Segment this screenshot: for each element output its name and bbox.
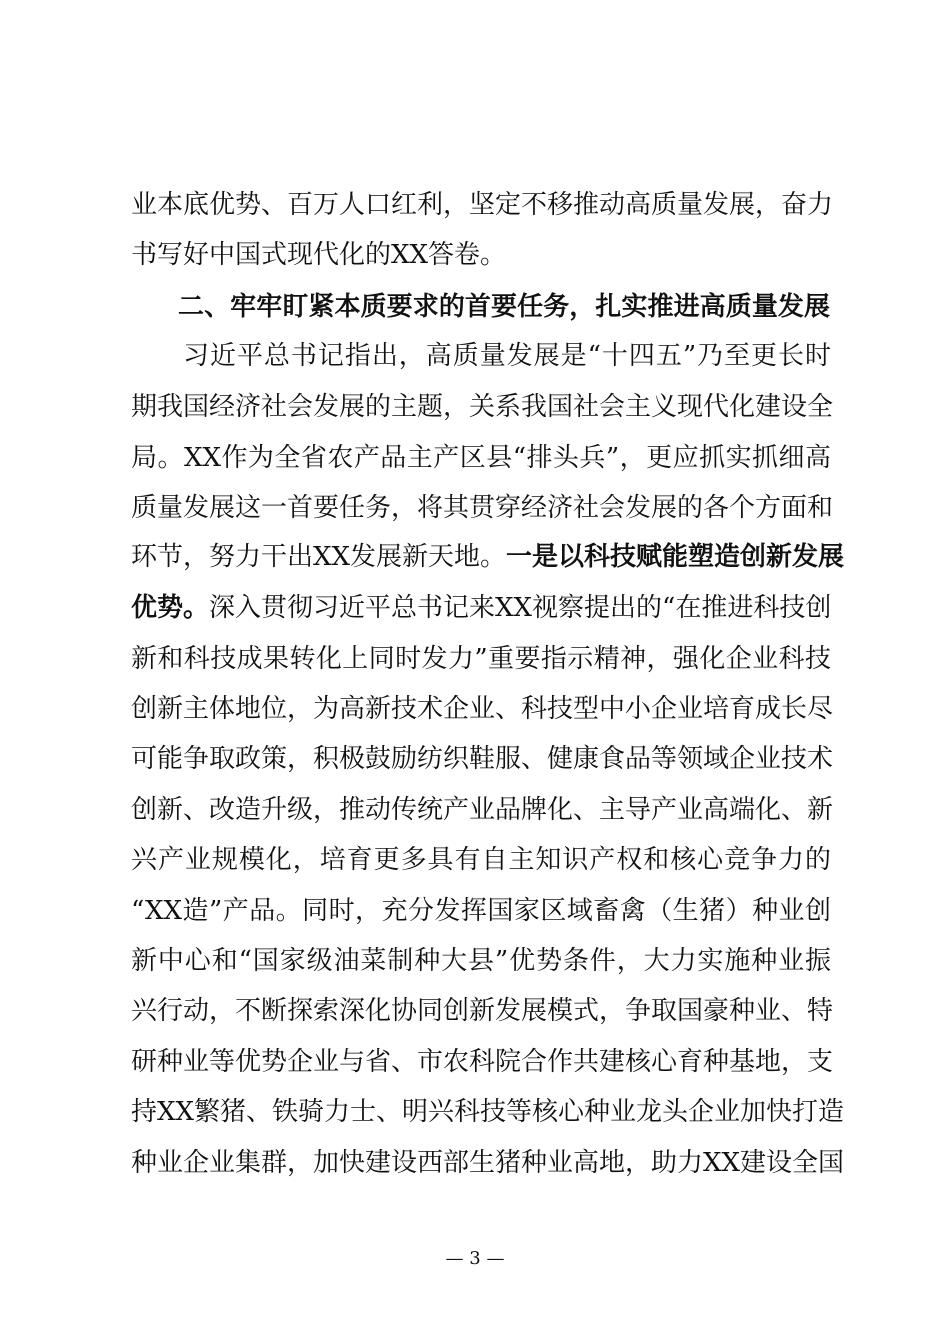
carry-over-line-2: 书写好中国式现代化的XX答卷。 [131, 240, 507, 270]
paragraph-line-17: 种业企业集群，加快建设西部生猪种业高地，助力XX建设全国 [131, 1148, 845, 1178]
paragraph-line-10: 创新、改造升级，推动传统产业品牌化、主导产业高端化、新 [131, 795, 834, 825]
carry-over-line-1: 业本底优势、百万人口红利，坚定不移推动高质量发展，奋力 [131, 190, 834, 220]
paragraph-line-5 [131, 541, 845, 573]
paragraph-line-2: 期我国经济社会发展的主题，关系我国社会主义现代化建设全 [131, 392, 834, 422]
paragraph-line-6-normal: 深入贯彻习近平总书记来XX视察提出的“在推进科技创 [209, 593, 832, 623]
paragraph-line-12: “XX造”产品。同时，充分发挥国家区域畜禽（生猪）种业创 [131, 896, 831, 926]
paragraph-line-5-normal: 环节，努力干出XX发展新天地。 [131, 542, 507, 572]
page-number: — 3 — [445, 1248, 505, 1269]
paragraph-line-11: 兴产业规模化，培育更多具有自主知识产权和核心竞争力的 [131, 845, 831, 875]
paragraph-line-4: 质量发展这一首要任务，将其贯穿经济社会发展的各个方面和 [131, 493, 834, 523]
paragraph-line-1: 习近平总书记指出，高质量发展是“十四五”乃至更长时 [183, 341, 831, 371]
paragraph-line-7: 新和科技成果转化上同时发力”重要指示精神，强化企业科技 [131, 644, 831, 674]
paragraph-line-15: 研种业等优势企业与省、市农科院合作共建核心育种基地，支 [131, 1047, 834, 1077]
paragraph-line-13: 新中心和“国家级油菜制种大县”优势条件，大力实施种业振 [131, 946, 831, 976]
paragraph-line-9: 可能争取政策，积极鼓励纺织鞋服、健康食品等领域企业技术 [131, 744, 834, 774]
paragraph-line-14: 兴行动，不断探索深化协同创新发展模式，争取国豪种业、特 [131, 996, 834, 1026]
section-heading: 二、牢牢盯紧本质要求的首要任务，扎实推进高质量发展 [178, 292, 830, 322]
subpoint-one-title-part-1: 一是以科技赋能塑造创新发展 [506, 542, 845, 572]
paragraph-line-16: 持XX繁猪、铁骑力士、明兴科技等核心种业龙头企业加快打造 [131, 1097, 845, 1127]
paragraph-line-3: 局。XX作为全省农产品主产区县“排头兵”，更应抓实抓细高 [131, 443, 831, 473]
paragraph-line-8: 创新主体地位，为高新技术企业、科技型中小企业培育成长尽 [131, 694, 834, 724]
subpoint-one-title-part-2: 优势。 [131, 593, 210, 623]
paragraph-line-6 [131, 592, 831, 624]
